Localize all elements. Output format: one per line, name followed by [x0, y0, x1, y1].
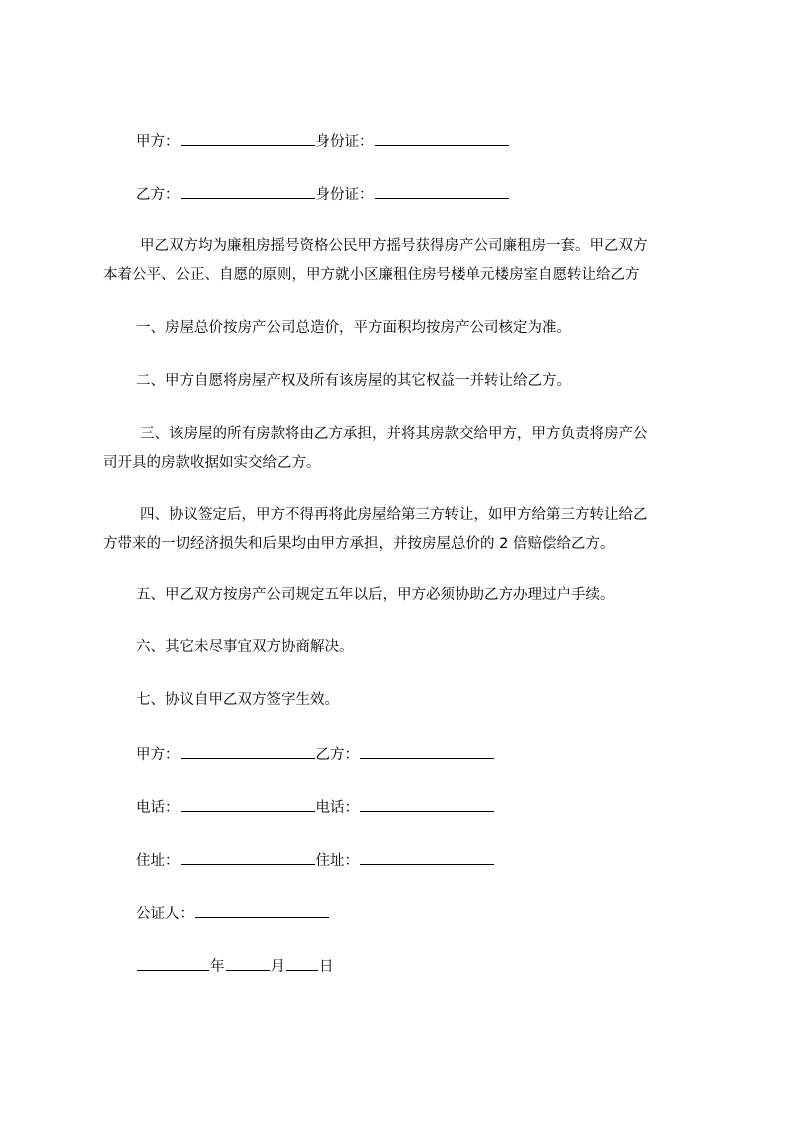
year-label: 年 [210, 959, 225, 975]
party-a-label: 甲方： [136, 134, 180, 150]
id-label: 身份证： [315, 187, 374, 203]
clause-7: 七、协议自甲乙双方签字生效。 [136, 692, 339, 708]
clause-5: 五、甲乙双方按房产公司规定五年以后，甲方必须协助乙方办理过户手续。 [136, 587, 615, 603]
signature-party-a-label: 甲方： [136, 747, 180, 763]
address-label: 住址： [136, 853, 180, 869]
party-a-phone-blank[interactable] [181, 797, 315, 812]
party-b-label: 乙方： [136, 187, 180, 203]
intro-line-1: 甲乙双方均为廉租房摇号资格公民甲方摇号获得房产公司廉租房一套。甲乙双方 [140, 238, 648, 254]
notary-label: 公证人： [136, 906, 194, 922]
address-line [136, 850, 495, 870]
notary-line [136, 903, 330, 923]
clause-4-line-1: 四、协议签定后，甲方不得再将此房屋给第三方转让，如甲方给第三方转让给乙 [140, 507, 648, 523]
phone-label: 电话： [315, 800, 359, 816]
clause-6: 六、其它未尽事宜双方协商解决。 [136, 639, 354, 655]
phone-line [136, 797, 495, 817]
address-label: 住址： [315, 853, 359, 869]
party-b-phone-blank[interactable] [360, 797, 494, 812]
month-blank[interactable] [226, 956, 270, 971]
id-label: 身份证： [315, 134, 374, 150]
date-line [136, 956, 334, 976]
year-blank[interactable] [137, 956, 209, 971]
day-label: 日 [319, 959, 334, 975]
party-a-id-line [136, 131, 510, 151]
signature-party-a-blank[interactable] [181, 744, 315, 759]
intro-line-2: 本着公平、公正、自愿的原则，甲方就小区廉租住房号楼单元楼房室自愿转让给乙方 [103, 267, 640, 283]
clause-1: 一、房屋总价按房产公司总造价，平方面积均按房产公司核定为准。 [136, 320, 571, 336]
party-b-id-line [136, 184, 510, 204]
clause-2: 二、甲方自愿将房屋产权及所有该房屋的其它权益一并转让给乙方。 [136, 373, 571, 389]
clause-3-line-1: 三、该房屋的所有房款将由乙方承担，并将其房款交给甲方，甲方负责将房产公 [140, 426, 648, 442]
clause-3-line-2: 司开具的房款收据如实交给乙方。 [103, 455, 321, 471]
month-label: 月 [270, 959, 285, 975]
party-b-name-blank[interactable] [181, 184, 315, 199]
phone-label: 电话： [136, 800, 180, 816]
party-a-address-blank[interactable] [181, 850, 315, 865]
party-b-id-blank[interactable] [375, 184, 509, 199]
signature-party-b-label: 乙方： [315, 747, 359, 763]
signature-parties-line [136, 744, 495, 764]
signature-party-b-blank[interactable] [360, 744, 494, 759]
day-blank[interactable] [286, 956, 318, 971]
party-a-name-blank[interactable] [181, 131, 315, 146]
party-b-address-blank[interactable] [360, 850, 494, 865]
clause-4-line-2: 方带来的一切经济损失和后果均由甲方承担，并按房屋总价的 2 倍赔偿给乙方。 [103, 536, 615, 552]
notary-blank[interactable] [195, 903, 329, 918]
party-a-id-blank[interactable] [375, 131, 509, 146]
